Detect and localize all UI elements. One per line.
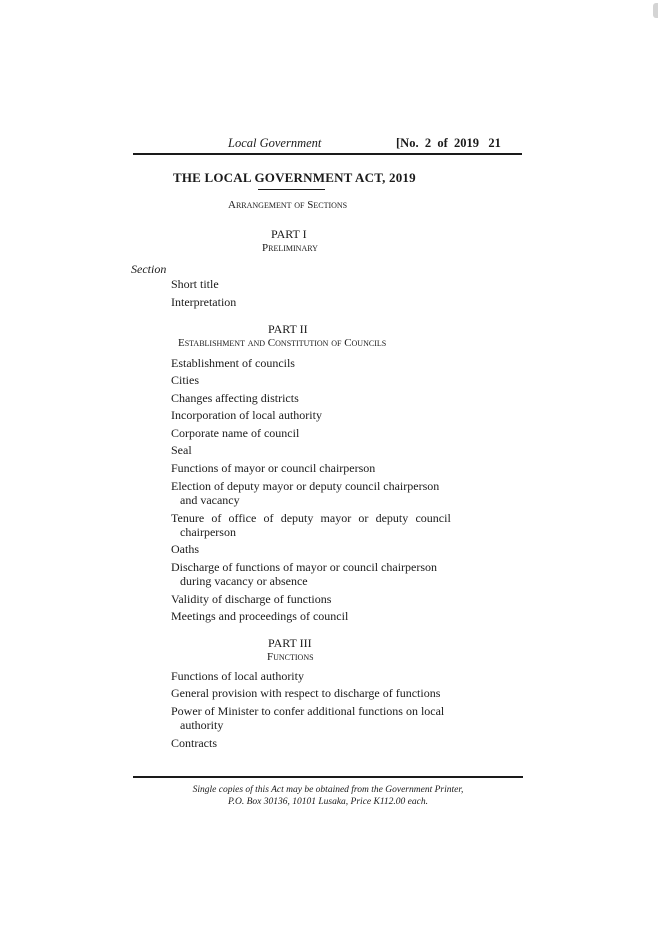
entry-title: Changes affecting districts (171, 391, 299, 405)
entry-title: Incorporation of local authority (171, 408, 322, 422)
part-iii-label: PART III (268, 636, 312, 650)
entry-title: Cities (171, 373, 200, 387)
part-iii-heading: Functions (267, 651, 314, 663)
header-rule (133, 153, 522, 155)
running-title: Local Government (228, 136, 322, 150)
entry-title: Functions of local authority (171, 669, 304, 683)
entry-title: Contracts (171, 736, 217, 750)
entry-continuation: during vacancy or absence (180, 574, 308, 588)
part-i-label: PART I (271, 227, 307, 241)
footer-line-1: Single copies of this Act may be obtained from the Government Printer, (192, 785, 464, 795)
entry-title: Validity of discharge of functions (171, 592, 332, 606)
entry-continuation: authority (180, 718, 224, 732)
act-number: [No. 2 of 2019 21 (396, 136, 501, 150)
entry-title: Election of deputy mayor or deputy council chairperson (171, 479, 440, 493)
entry-title: Oaths (171, 542, 199, 556)
footer-note (133, 784, 523, 808)
section-column-label: Section (131, 262, 167, 276)
title-underline (258, 189, 325, 190)
entry-title: Tenure of office of deputy mayor or deputy council (171, 511, 451, 525)
entry-title: Short title (171, 277, 219, 291)
entry-title: Corporate name of council (171, 426, 300, 440)
entry-title: Meetings and proceedings of council (171, 609, 349, 623)
entry-title: Seal (171, 443, 192, 457)
entry-title: Power of Minister to confer additional functions on local (171, 704, 445, 718)
scrollbar-thumb[interactable] (653, 3, 658, 18)
entry-title: Functions of mayor or council chairperson (171, 461, 376, 475)
part-ii-heading: Establishment and Constitution of Councils (178, 337, 387, 349)
entry-title: General provision with respect to discharge of functions (171, 686, 441, 700)
footer-line-2: P.O. Box 30136, 10101 Lusaka, Price K112.00 each. (228, 797, 428, 807)
entry-continuation: and vacancy (180, 493, 240, 507)
act-title: THE LOCAL GOVERNMENT ACT, 2019 (173, 170, 416, 185)
part-i-heading: Preliminary (262, 242, 318, 254)
entry-title: Interpretation (171, 295, 237, 309)
entry-continuation: chairperson (180, 525, 236, 539)
footer-rule (133, 776, 523, 778)
entry-title: Discharge of functions of mayor or council chairperson (171, 560, 438, 574)
entry-title: Establishment of councils (171, 356, 295, 370)
arrangement-heading: Arrangement of Sections (228, 199, 348, 211)
part-ii-label: PART II (268, 322, 308, 336)
